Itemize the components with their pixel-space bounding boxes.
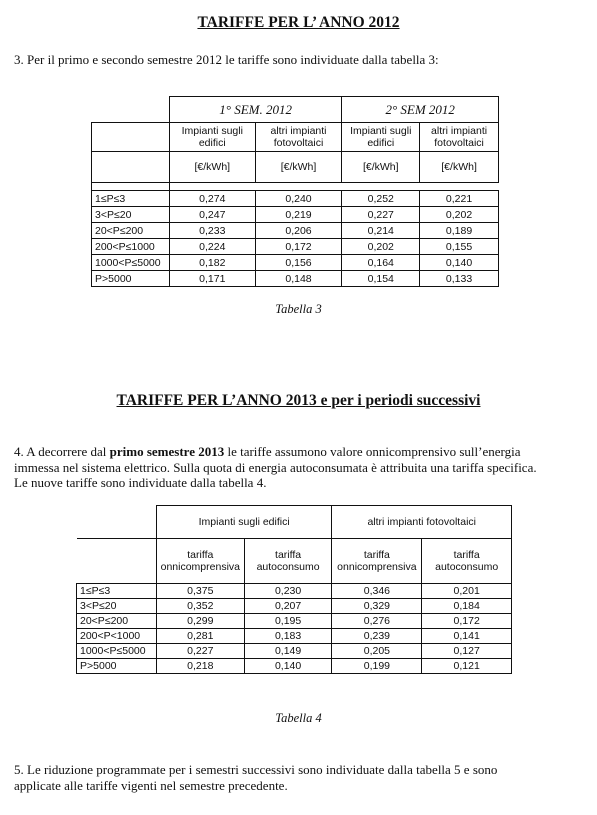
table-row <box>77 599 512 614</box>
tariff-value: 0,156 <box>255 255 342 271</box>
tariff-value: 0,224 <box>169 239 255 255</box>
tariff-value: 0,140 <box>420 255 499 271</box>
table4-corner <box>77 506 157 539</box>
paragraph-5-line2: applicate alle tariffe vigenti nel semestre precedente. <box>14 777 288 793</box>
tariff-value: 0,227 <box>342 207 420 223</box>
table3-corner <box>92 97 170 123</box>
table-row <box>92 255 499 271</box>
tariff-table-4 <box>76 505 512 674</box>
tariff-value: 0,199 <box>332 659 422 674</box>
table4-group-header: altri impianti fotovoltaici <box>332 506 512 539</box>
tariff-value: 0,189 <box>420 223 499 239</box>
row-label: 20<P≤200 <box>92 223 170 239</box>
table-row <box>92 271 499 287</box>
section-title-2013: TARIFFE PER L’ANNO 2013 e per i periodi successivi <box>116 392 481 409</box>
tariff-value: 0,140 <box>244 659 332 674</box>
row-label: P>5000 <box>77 659 157 674</box>
paragraph-4-line2: immessa nel sistema elettrico. Sulla quota di energia autoconsumata è attribuita una tariffa specifica. <box>14 459 537 475</box>
table3-unit: [€/kWh] <box>169 152 255 183</box>
tariff-value: 0,172 <box>422 614 512 629</box>
table4-column-header: tariffa autoconsumo <box>422 539 512 584</box>
tariff-value: 0,219 <box>255 207 342 223</box>
tariff-value: 0,218 <box>156 659 244 674</box>
tariff-value: 0,252 <box>342 191 420 207</box>
table-row <box>92 239 499 255</box>
tariff-value: 0,127 <box>422 644 512 659</box>
tariff-value: 0,141 <box>422 629 512 644</box>
tariff-value: 0,299 <box>156 614 244 629</box>
table-row <box>77 584 512 599</box>
table3-spacer <box>169 183 498 191</box>
table4-caption: Tabella 4 <box>275 711 322 725</box>
paragraph-4-line1 <box>14 444 589 460</box>
tariff-table-3 <box>91 96 499 287</box>
table3-unit: [€/kWh] <box>255 152 342 183</box>
paragraph-4-line1-rest: le tariffe assumono valore onnicomprensivo sull’energia <box>224 444 521 459</box>
row-label: 1000<P≤5000 <box>77 644 157 659</box>
tariff-value: 0,133 <box>420 271 499 287</box>
table3-column-header: Impianti sugli edifici <box>169 123 255 152</box>
row-label: 200<P≤1000 <box>92 239 170 255</box>
row-label: 1≤P≤3 <box>77 584 157 599</box>
table-row <box>77 644 512 659</box>
table3-unit: [€/kWh] <box>420 152 499 183</box>
tariff-value: 0,155 <box>420 239 499 255</box>
paragraph-4-line3: Le nuove tariffe sono individuate dalla tabella 4. <box>14 475 267 490</box>
paragraph-4-highlight: primo semestre 2013 <box>109 444 225 459</box>
tariff-value: 0,164 <box>342 255 420 271</box>
table3-group-header: 1° SEM. 2012 <box>169 97 341 123</box>
table4-corner <box>77 539 157 584</box>
row-label: 200<P<1000 <box>77 629 157 644</box>
tariff-value: 0,184 <box>422 599 512 614</box>
table4-group-header: Impianti sugli edifici <box>156 506 332 539</box>
section-title-2012: TARIFFE PER L’ ANNO 2012 <box>197 14 400 31</box>
table-row <box>92 191 499 207</box>
table4-column-header: tariffa onnicomprensiva <box>332 539 422 584</box>
tariff-value: 0,182 <box>169 255 255 271</box>
table3-label-units <box>92 152 170 183</box>
tariff-value: 0,239 <box>332 629 422 644</box>
table3-label-header <box>92 123 170 152</box>
tariff-value: 0,214 <box>342 223 420 239</box>
tariff-value: 0,171 <box>169 271 255 287</box>
tariff-value: 0,375 <box>156 584 244 599</box>
table3-spacer <box>92 183 170 191</box>
tariff-value: 0,240 <box>255 191 342 207</box>
table-row <box>92 207 499 223</box>
table3-column-header: Impianti sugli edifici <box>342 123 420 152</box>
paragraph-4 <box>14 444 589 491</box>
row-label: 1≤P≤3 <box>92 191 170 207</box>
row-label: 3<P≤20 <box>92 207 170 223</box>
paragraph-3: 3. Per il primo e secondo semestre 2012 le tariffe sono individuate dalla tabella 3: <box>14 52 439 67</box>
table3-column-header: altri impianti fotovoltaici <box>420 123 499 152</box>
tariff-value: 0,183 <box>244 629 332 644</box>
table-row <box>77 659 512 674</box>
table4-column-header: tariffa autoconsumo <box>244 539 332 584</box>
tariff-value: 0,121 <box>422 659 512 674</box>
paragraph-5-line1: 5. Le riduzione programmate per i semestri successivi sono individuate dalla tabella 5 e sono <box>14 762 498 777</box>
tariff-value: 0,247 <box>169 207 255 223</box>
tariff-value: 0,274 <box>169 191 255 207</box>
tariff-value: 0,207 <box>244 599 332 614</box>
paragraph-5 <box>14 762 589 793</box>
table3-unit: [€/kWh] <box>342 152 420 183</box>
table-row <box>77 629 512 644</box>
tariff-value: 0,281 <box>156 629 244 644</box>
tariff-value: 0,202 <box>420 207 499 223</box>
tariff-value: 0,195 <box>244 614 332 629</box>
tariff-value: 0,172 <box>255 239 342 255</box>
tariff-value: 0,221 <box>420 191 499 207</box>
tariff-value: 0,276 <box>332 614 422 629</box>
table4-column-header: tariffa onnicomprensiva <box>156 539 244 584</box>
paragraph-4-prefix: 4. A decorrere dal <box>14 444 110 459</box>
tariff-value: 0,352 <box>156 599 244 614</box>
table3-column-header: altri impianti fotovoltaici <box>255 123 342 152</box>
tariff-value: 0,206 <box>255 223 342 239</box>
table3-group-header: 2° SEM 2012 <box>342 97 499 123</box>
tariff-value: 0,205 <box>332 644 422 659</box>
tariff-value: 0,329 <box>332 599 422 614</box>
tariff-value: 0,202 <box>342 239 420 255</box>
row-label: 3<P≤20 <box>77 599 157 614</box>
row-label: P>5000 <box>92 271 170 287</box>
row-label: 1000<P≤5000 <box>92 255 170 271</box>
tariff-value: 0,230 <box>244 584 332 599</box>
tariff-value: 0,346 <box>332 584 422 599</box>
table-row <box>77 614 512 629</box>
tariff-value: 0,154 <box>342 271 420 287</box>
table-row <box>92 223 499 239</box>
tariff-value: 0,201 <box>422 584 512 599</box>
row-label: 20<P≤200 <box>77 614 157 629</box>
table3-caption: Tabella 3 <box>275 302 322 316</box>
tariff-value: 0,148 <box>255 271 342 287</box>
tariff-value: 0,233 <box>169 223 255 239</box>
tariff-value: 0,149 <box>244 644 332 659</box>
tariff-value: 0,227 <box>156 644 244 659</box>
